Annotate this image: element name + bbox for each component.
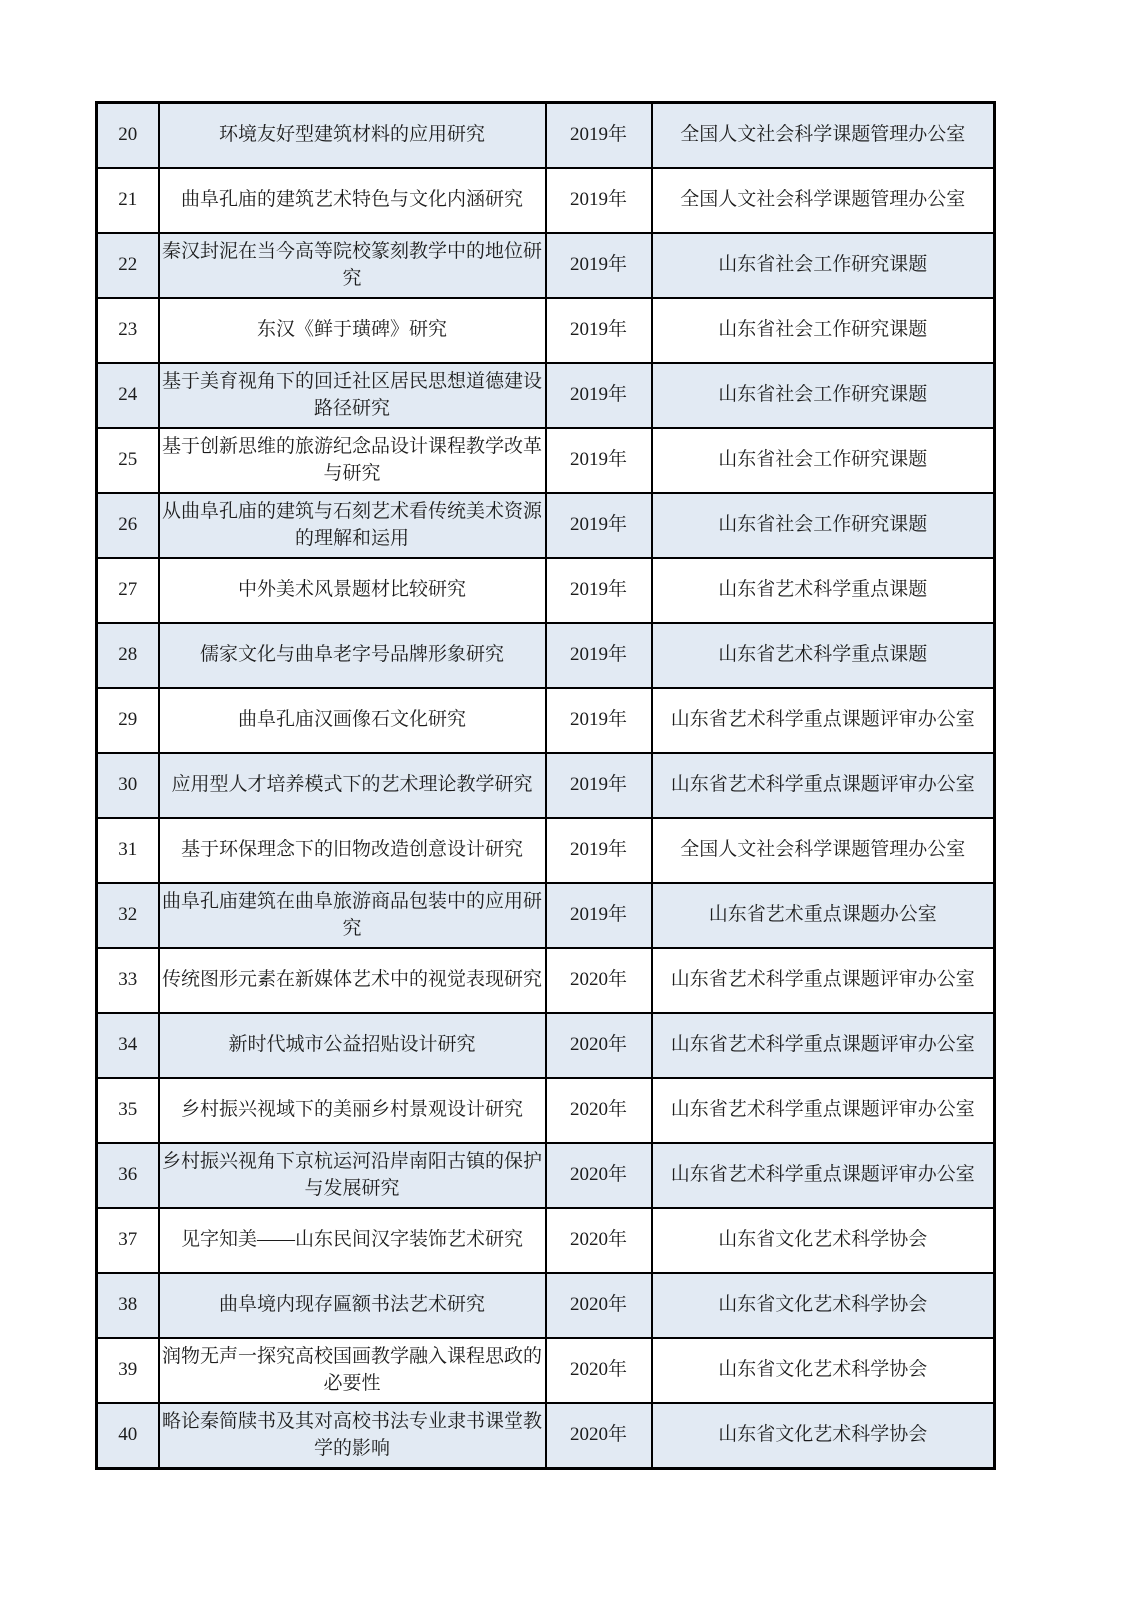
project-no-cell: 26 <box>97 493 159 558</box>
project-no-cell: 24 <box>97 363 159 428</box>
project-title-cell: 传统图形元素在新媒体艺术中的视觉表现研究 <box>159 948 546 1013</box>
project-org-cell: 山东省文化艺术科学协会 <box>652 1208 995 1273</box>
project-year-cell: 2019年 <box>546 883 652 948</box>
project-org-cell: 山东省社会工作研究课题 <box>652 298 995 363</box>
project-year-cell: 2020年 <box>546 1208 652 1273</box>
project-no-cell: 29 <box>97 688 159 753</box>
table-row <box>97 1338 995 1403</box>
project-org-cell: 山东省社会工作研究课题 <box>652 428 995 493</box>
project-no-cell: 32 <box>97 883 159 948</box>
project-year-cell: 2020年 <box>546 1143 652 1208</box>
table-row <box>97 298 995 363</box>
project-org-cell: 山东省艺术科学重点课题评审办公室 <box>652 1143 995 1208</box>
project-title-cell: 曲阜境内现存匾额书法艺术研究 <box>159 1273 546 1338</box>
table-row <box>97 688 995 753</box>
project-year-cell: 2019年 <box>546 623 652 688</box>
project-title-cell: 曲阜孔庙建筑在曲阜旅游商品包装中的应用研究 <box>159 883 546 948</box>
project-title-cell: 基于创新思维的旅游纪念品设计课程教学改革与研究 <box>159 428 546 493</box>
table-row <box>97 363 995 428</box>
project-title-cell: 曲阜孔庙汉画像石文化研究 <box>159 688 546 753</box>
project-year-cell: 2019年 <box>546 298 652 363</box>
project-title-cell: 新时代城市公益招贴设计研究 <box>159 1013 546 1078</box>
project-org-cell: 山东省文化艺术科学协会 <box>652 1273 995 1338</box>
project-org-cell: 全国人文社会科学课题管理办公室 <box>652 818 995 883</box>
project-year-cell: 2019年 <box>546 233 652 298</box>
project-year-cell: 2020年 <box>546 1338 652 1403</box>
project-org-cell: 山东省艺术科学重点课题评审办公室 <box>652 688 995 753</box>
project-title-cell: 略论秦简牍书及其对高校书法专业隶书课堂教学的影响 <box>159 1403 546 1469</box>
project-no-cell: 30 <box>97 753 159 818</box>
project-no-cell: 22 <box>97 233 159 298</box>
project-title-cell: 曲阜孔庙的建筑艺术特色与文化内涵研究 <box>159 168 546 233</box>
table-row <box>97 428 995 493</box>
project-no-cell: 36 <box>97 1143 159 1208</box>
project-year-cell: 2019年 <box>546 493 652 558</box>
project-org-cell: 山东省艺术科学重点课题 <box>652 558 995 623</box>
project-title-cell: 乡村振兴视角下京杭运河沿岸南阳古镇的保护与发展研究 <box>159 1143 546 1208</box>
project-org-cell: 山东省艺术科学重点课题评审办公室 <box>652 1078 995 1143</box>
table-row <box>97 1208 995 1273</box>
project-org-cell: 山东省文化艺术科学协会 <box>652 1403 995 1469</box>
project-org-cell: 全国人文社会科学课题管理办公室 <box>652 168 995 233</box>
project-title-cell: 从曲阜孔庙的建筑与石刻艺术看传统美术资源的理解和运用 <box>159 493 546 558</box>
project-org-cell: 山东省文化艺术科学协会 <box>652 1338 995 1403</box>
project-no-cell: 28 <box>97 623 159 688</box>
project-no-cell: 38 <box>97 1273 159 1338</box>
project-year-cell: 2019年 <box>546 688 652 753</box>
project-title-cell: 儒家文化与曲阜老字号品牌形象研究 <box>159 623 546 688</box>
table-row <box>97 623 995 688</box>
project-title-cell: 应用型人才培养模式下的艺术理论教学研究 <box>159 753 546 818</box>
project-org-cell: 山东省社会工作研究课题 <box>652 363 995 428</box>
project-no-cell: 34 <box>97 1013 159 1078</box>
project-year-cell: 2019年 <box>546 558 652 623</box>
table-row <box>97 1013 995 1078</box>
table-row <box>97 818 995 883</box>
project-year-cell: 2020年 <box>546 1273 652 1338</box>
project-title-cell: 乡村振兴视域下的美丽乡村景观设计研究 <box>159 1078 546 1143</box>
project-title-cell: 基于环保理念下的旧物改造创意设计研究 <box>159 818 546 883</box>
project-no-cell: 27 <box>97 558 159 623</box>
project-title-cell: 秦汉封泥在当今高等院校篆刻教学中的地位研究 <box>159 233 546 298</box>
table-row <box>97 1078 995 1143</box>
project-year-cell: 2019年 <box>546 428 652 493</box>
project-title-cell: 东汉《鲜于璜碑》研究 <box>159 298 546 363</box>
table-row <box>97 493 995 558</box>
project-title-cell: 中外美术风景题材比较研究 <box>159 558 546 623</box>
project-year-cell: 2019年 <box>546 363 652 428</box>
project-title-cell: 基于美育视角下的回迁社区居民思想道德建设路径研究 <box>159 363 546 428</box>
table-row <box>97 883 995 948</box>
project-no-cell: 40 <box>97 1403 159 1469</box>
table-row <box>97 168 995 233</box>
project-title-cell: 环境友好型建筑材料的应用研究 <box>159 103 546 169</box>
table-row <box>97 948 995 1013</box>
project-year-cell: 2019年 <box>546 168 652 233</box>
project-year-cell: 2019年 <box>546 818 652 883</box>
projects-table <box>95 101 996 1470</box>
project-org-cell: 山东省社会工作研究课题 <box>652 493 995 558</box>
project-no-cell: 25 <box>97 428 159 493</box>
projects-table-body <box>97 103 995 1469</box>
project-year-cell: 2020年 <box>546 1078 652 1143</box>
project-year-cell: 2020年 <box>546 948 652 1013</box>
table-row <box>97 1273 995 1338</box>
table-row <box>97 233 995 298</box>
project-year-cell: 2020年 <box>546 1403 652 1469</box>
project-no-cell: 20 <box>97 103 159 169</box>
table-row <box>97 558 995 623</box>
project-year-cell: 2019年 <box>546 753 652 818</box>
project-year-cell: 2020年 <box>546 1013 652 1078</box>
table-row <box>97 103 995 169</box>
table-row <box>97 753 995 818</box>
project-no-cell: 31 <box>97 818 159 883</box>
project-no-cell: 39 <box>97 1338 159 1403</box>
project-org-cell: 山东省艺术科学重点课题 <box>652 623 995 688</box>
project-org-cell: 山东省艺术科学重点课题评审办公室 <box>652 1013 995 1078</box>
project-title-cell: 润物无声一探究高校国画教学融入课程思政的必要性 <box>159 1338 546 1403</box>
project-org-cell: 全国人文社会科学课题管理办公室 <box>652 103 995 169</box>
project-no-cell: 23 <box>97 298 159 363</box>
table-row <box>97 1403 995 1469</box>
project-org-cell: 山东省艺术科学重点课题评审办公室 <box>652 753 995 818</box>
project-title-cell: 见字知美——山东民间汉字装饰艺术研究 <box>159 1208 546 1273</box>
project-org-cell: 山东省艺术重点课题办公室 <box>652 883 995 948</box>
project-no-cell: 35 <box>97 1078 159 1143</box>
project-no-cell: 21 <box>97 168 159 233</box>
project-no-cell: 33 <box>97 948 159 1013</box>
project-org-cell: 山东省艺术科学重点课题评审办公室 <box>652 948 995 1013</box>
project-org-cell: 山东省社会工作研究课题 <box>652 233 995 298</box>
project-no-cell: 37 <box>97 1208 159 1273</box>
table-row <box>97 1143 995 1208</box>
project-year-cell: 2019年 <box>546 103 652 169</box>
